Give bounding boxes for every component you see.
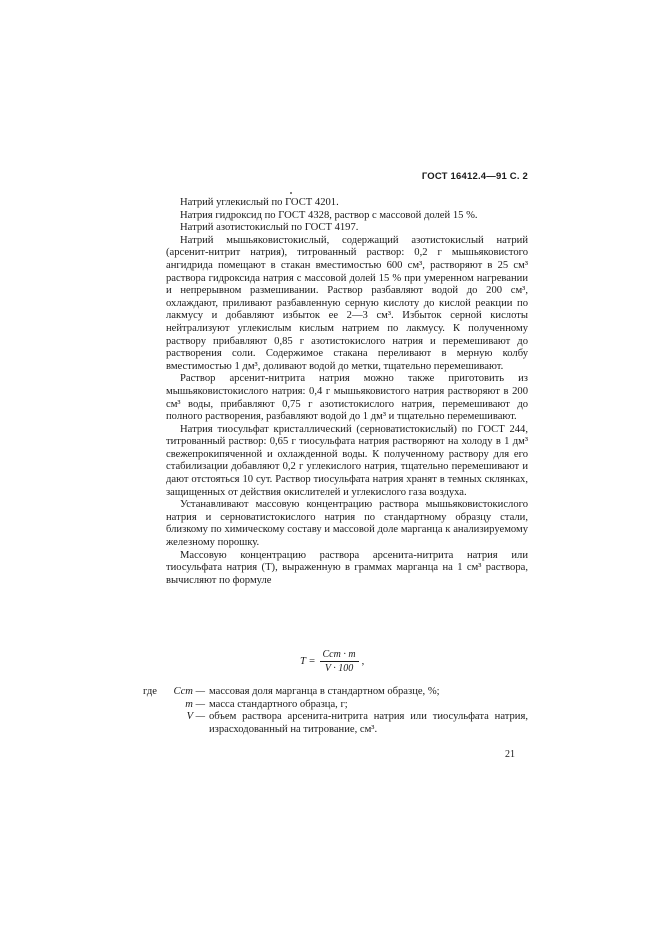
paragraph-sodium-nitrite: Натрий азотистокислый по ГОСТ 4197. (180, 222, 359, 234)
formula-tail: , (361, 656, 365, 667)
paragraph-thiosulfate-solution: Натрия тиосульфат кристаллический (серноватистокислый) по ГОСТ 244, титрованный раствор: 0,65 г тиосульфата натрия растворяют на холоду в 1 дм³ свежепрокипяченной и охлажденной воды. К полученному раствору для его стабилизации добавляют 0,2 г углекислого натрия, тщательно перемешивают и дают отстояться 10 сут. Раствор тиосульфата натрия хранят в темных склянках, защищенных от действия окислителей и углекислого газа воздуха. (166, 423, 528, 498)
definition-row (143, 699, 528, 712)
definitions-list (143, 686, 528, 736)
document-header: ГОСТ 16412.4—91 С. 2 (421, 171, 528, 182)
formula-numerator: Cст · m (320, 649, 359, 662)
definition-symbol: V — (186, 711, 205, 723)
body-text (166, 197, 528, 587)
paragraph-standardization: Устанавливают массовую концентрацию раствора мышьяковистокислого натрия и серноватистокислого натрия по стандартному образцу стали, близкому по химическому составу и массовой доле марганца к анализируемому железному порошку. (166, 499, 528, 549)
definition-lead: где (143, 686, 157, 697)
page-number: 21 (505, 749, 515, 760)
formula-lhs: T = (300, 656, 316, 667)
formula (300, 649, 364, 674)
definition-symbol: m — (185, 698, 205, 710)
definition-text: массовая доля марганца в стандартном образце, %; (209, 686, 440, 697)
definition-text: объем раствора арсенита-нитрита натрия или тиосульфата натрия, израсходованный на титрование, см³. (209, 711, 528, 735)
paragraph-sodium-hydroxide: Натрия гидроксид по ГОСТ 4328, раствор с массовой долей 15 %. (180, 209, 478, 221)
formula-fraction (320, 649, 359, 674)
paragraph-concentration-calc: Массовую концентрацию раствора арсенита-нитрита натрия или тиосульфата натрия (T), выраженную в граммах марганца на 1 см³ раствора, вычисляют по формуле (166, 549, 528, 586)
stray-dot (290, 192, 292, 194)
paragraph-arsenite-nitrite-solution: Натрий мышьяковистокислый, содержащий азотистокислый натрий (арсенит-нитрит натрия), титрованный раствор: 0,2 г мышьяковистого ангидрида помещают в стакан вместимостью 600 см³, растворяют в 25 см³ раствора гидроксида натрия с массовой долей 15 % при умеренном нагревании и непрерывном размешивании. Раствор разбавляют водой до 200 см³, охлаждают, приливают разбавленную серную кислоту до кислой реакции по лакмусу и добавляют избыток ее 2—3 см³. Избыток серной кислоты нейтрализуют углекислым кислым натрием по лакмусу. К полученному раствору прибавляют 0,85 г азотистокислого натрия и перемешивают до растворения соли. Содержимое стакана переливают в мерную колбу вместимостью 1 дм³, доливают водой до метки, тщательно перемешивают. (166, 234, 528, 372)
definition-symbol: Cст — (173, 686, 205, 697)
paragraph-sodium-carbonate: Натрий углекислый по ГОСТ 4201. (180, 197, 339, 208)
definition-lead (143, 711, 163, 736)
definition-text: масса стандартного образца, г; (209, 698, 348, 710)
definition-lead (143, 699, 163, 712)
paragraph-alternative-preparation: Раствор арсенит-нитрита натрия можно также приготовить из мышьяковистокислого натрия: 0,4 г мышьяковистого натрия растворяют в 200 см³ воды, прибавляют 0,75 г азотистокислого натрия, перемешивают до полного растворения, разбавляют водой до 1 дм³ и тщательно перемешивают. (166, 373, 528, 423)
definition-row (143, 686, 528, 699)
formula-denominator: V · 100 (324, 663, 354, 674)
definition-row (143, 711, 528, 736)
